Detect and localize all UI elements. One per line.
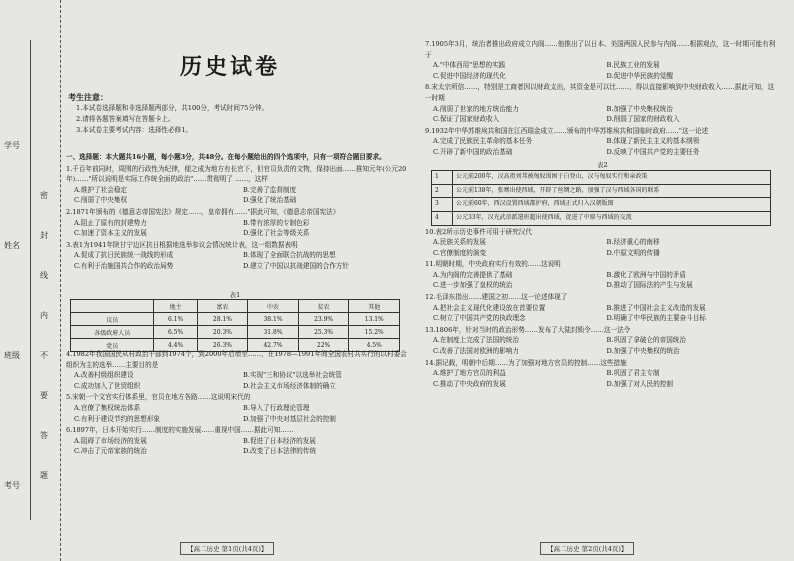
option: D.削弱了国家的财政收入 xyxy=(606,115,680,124)
table-cell: 23.9% xyxy=(298,313,349,326)
table-cell: 15.2% xyxy=(349,326,400,339)
option: B.体现了新民主主义的基本纲领 xyxy=(606,137,700,146)
table-cell: 26.3% xyxy=(197,339,248,352)
option: B.加强了中央集权统治 xyxy=(606,104,673,113)
option: B.巩固了拿破仑的帝国统治 xyxy=(606,336,686,345)
binding-label: 考号 xyxy=(4,481,20,490)
data-table xyxy=(70,299,400,352)
table-cell: 38.1% xyxy=(248,313,299,326)
table-cell: 20.3% xyxy=(197,326,248,339)
question xyxy=(425,82,780,124)
question xyxy=(425,227,780,259)
option: C.进一步加强了皇权的统治 xyxy=(433,281,513,290)
option: C.削弱了中央集权 xyxy=(74,196,128,205)
question-options xyxy=(66,185,412,206)
table-row xyxy=(71,313,400,326)
option: C.成功加入了世贸组织 xyxy=(74,381,141,390)
page-footer: 【高二历史 第1页(共4页)】 xyxy=(180,542,274,555)
option: C.改善了法国对欧洲的影响力 xyxy=(433,347,520,356)
question-options xyxy=(66,370,412,391)
left-column-continued xyxy=(66,348,412,457)
question-stem: 8.宋太宗所信……，特别是工商者因以财政支出，其资金是可以比……，得以直接影响到中央财政收入……据此可知，这一时期 xyxy=(425,83,775,102)
table-header: 贫农 xyxy=(298,300,349,313)
left-column xyxy=(66,152,412,272)
question-stem: 6.1897年，日本开始实行……制度的实施发展……重视中国……据此可知…… xyxy=(66,426,294,435)
table-row xyxy=(432,198,771,212)
option: D.强化了社会等级关系 xyxy=(243,229,310,238)
option: A.完成了民族民主革命的基本任务 xyxy=(433,137,533,146)
option: A."中体西用"思想的实践 xyxy=(433,61,506,70)
question-block xyxy=(425,227,780,390)
question xyxy=(66,425,412,457)
question xyxy=(425,39,780,81)
question-options xyxy=(425,335,780,356)
table-cell: 公元前60年，西汉设置西域都护府，西域正式归入汉朝版图 xyxy=(453,198,771,212)
question xyxy=(425,292,780,324)
binding-line xyxy=(30,40,31,520)
option: A.官僚了集权统治体系 xyxy=(74,403,141,412)
option: C.冲击了元帝家族的统治 xyxy=(74,447,147,456)
option: C.有利于治施国共合作的政治局势 xyxy=(74,261,174,270)
option: D.改变了日本法律的传统 xyxy=(243,447,317,456)
table-row xyxy=(71,326,400,339)
table-cell: 公元33年，汉光武帝派遣班超出使西域，促进了中原与西域的交流 xyxy=(453,211,771,225)
table-cell: 13.1% xyxy=(349,313,400,326)
binding-word: 封 xyxy=(40,231,48,240)
option: D.明确了中华民族的主要奋斗目标 xyxy=(606,314,706,323)
question-options xyxy=(425,368,780,389)
option: B.激化了欧洲与中国的矛盾 xyxy=(606,270,686,279)
option: B.实现"三和协议"以选举社会统管 xyxy=(243,371,342,380)
table-cell: 31.8% xyxy=(248,326,299,339)
question xyxy=(425,358,780,390)
question-block xyxy=(425,39,780,158)
table-cell: 25.3% xyxy=(298,326,349,339)
question-options xyxy=(425,303,780,324)
question-options xyxy=(425,237,780,258)
question-stem: 7.1905年3月，统治者推出政府成立内阁……他推出了以日本、美国两国人民参与内阁……根据观点，这一时期可能有利于 xyxy=(425,40,776,59)
binding-label: 姓名 xyxy=(4,241,20,250)
option: C.有利于建设节约的思想形象 xyxy=(74,414,161,423)
table-cell: 各级政府人员 xyxy=(71,326,154,339)
table-row xyxy=(432,184,771,198)
option: A.改善村级组织建设 xyxy=(74,371,134,380)
question-options xyxy=(425,136,780,157)
binding-word: 线 xyxy=(40,271,48,280)
option: A.维护了社会稳定 xyxy=(74,185,128,194)
question xyxy=(66,349,412,391)
question-stem: 5.宋朝一个文官实行体系里，官员在地方各路……这说明宋代的 xyxy=(66,393,251,402)
table-caption: 表2 xyxy=(597,160,608,169)
option: C.树立了中国共产党的执政理念 xyxy=(433,314,526,323)
table-cell: 6.5% xyxy=(154,326,197,339)
question xyxy=(66,392,412,424)
option: B.民族工业的发展 xyxy=(606,61,660,70)
option: D.强化了统治基础 xyxy=(243,196,297,205)
table-1 xyxy=(70,290,400,352)
table-cell: 42.7% xyxy=(248,339,299,352)
question-stem: 10.表2所示历史事件可用于研究汉代 xyxy=(425,227,532,236)
question-options xyxy=(66,436,412,457)
data-table xyxy=(431,170,771,225)
question-stem: 14.据记载，明朝中后期……为了加强对地方官员的控制……这些措施 xyxy=(425,358,627,367)
question xyxy=(66,207,412,239)
option: A.阻止了原有的封建势力 xyxy=(74,218,147,227)
table-cell: 2 xyxy=(432,184,453,198)
option: A.促成了抗日民族统一战线的形成 xyxy=(74,251,174,260)
table-cell: 公元前138年，张骞出使西域，开辟了丝绸之路，加强了汉与西域各国的联系 xyxy=(453,184,771,198)
option: B.带有浓厚的专制色彩 xyxy=(243,218,310,227)
option: C.促进中国经济的现代化 xyxy=(433,71,506,80)
table-header: 地主 xyxy=(154,300,197,313)
option: A.为内阁的完善提供了基础 xyxy=(433,270,513,279)
table-caption: 表1 xyxy=(229,291,241,299)
table-row xyxy=(432,211,771,225)
question xyxy=(425,126,780,158)
table-header: 其他 xyxy=(349,300,400,313)
notice-item: 1.本试卷选择题和非选择题两部分，共100分，考试时间75分钟。 xyxy=(76,104,269,112)
table-header: 富农 xyxy=(197,300,248,313)
question xyxy=(425,325,780,357)
option: A.阻碍了市场经济的发展 xyxy=(74,436,147,445)
option: D.中原文明的传播 xyxy=(606,248,660,257)
binding-word: 不 xyxy=(40,351,48,360)
question-options xyxy=(425,270,780,291)
option: D.促进中华民族的觉醒 xyxy=(606,71,673,80)
option: C.官僚制度的演变 xyxy=(433,248,487,257)
option: B.完善了监督制度 xyxy=(243,185,297,194)
option: C.加速了资本主义的发展 xyxy=(74,229,147,238)
question-stem: 4.1982年我国国民从村政治干部到1974个，到2000年后增至……，在1978—1991年间全国农村共实行的以村委会组织为主的选举……主要目的是 xyxy=(66,350,407,369)
question-options xyxy=(66,218,412,239)
binding-word: 题 xyxy=(40,471,48,480)
notice-item: 3.本试卷主要考试内容：选择性必修1。 xyxy=(76,126,192,134)
option: C.开辟了新中国的政治基础 xyxy=(433,147,513,156)
binding-word: 要 xyxy=(40,391,48,400)
option: C.保证了国家财政收入 xyxy=(433,115,500,124)
table-cell: 3 xyxy=(432,198,453,212)
binding-word: 答 xyxy=(40,431,48,440)
option: D.加强了对人民的控制 xyxy=(606,379,673,388)
option: D.建立了中国以抗战建国的合作方针 xyxy=(243,261,350,270)
table-cell: 议员 xyxy=(71,313,154,326)
question-stem: 13.1806年，针对当时的政治形势……发布了大陆封锁令……这一法令 xyxy=(425,325,631,334)
option: D.加强了中央集权的统治 xyxy=(606,347,680,356)
binding-label: 学号 xyxy=(4,141,20,150)
page-footer: 【高二历史 第2页(共4页)】 xyxy=(540,542,634,555)
page-title: 历史试卷 xyxy=(180,54,281,80)
question-options xyxy=(66,403,412,424)
option: C.推动了中央政府的发展 xyxy=(433,379,506,388)
table-cell: 4 xyxy=(432,211,453,225)
binding-word: 内 xyxy=(40,311,48,320)
table-cell: 4.5% xyxy=(349,339,400,352)
option: D.推动了国际法的产生与发展 xyxy=(606,281,693,290)
option: A.把社会主义现代化建设放在首要位置 xyxy=(433,303,546,312)
option: B.导入了行政理论管理 xyxy=(243,403,310,412)
question-stem: 3.表1为1941年陕甘宁边区抗日根据地选举参议会情况统计表，这一组数据表明 xyxy=(66,240,298,249)
option: A.民族关系的发展 xyxy=(433,238,487,247)
notice-heading: 考生注意： xyxy=(68,92,108,102)
option: B.体现了全面联合抗战的的思想 xyxy=(243,251,336,260)
question-options xyxy=(425,104,780,125)
option: A.在制度上完成了法国的统治 xyxy=(433,336,519,345)
table-row xyxy=(432,171,771,185)
option: B.经济重心的南移 xyxy=(606,238,660,247)
question-stem: 11.明朝时期，中央政府实行有效的……这说明 xyxy=(425,260,561,269)
binding-word: 密 xyxy=(40,191,48,200)
option: D.加强了中央对基层社会的控制 xyxy=(243,414,336,423)
section-heading: 一、选择题：本大题共16小题，每小题3分，共48分。在每小题给出的四个选项中，只有一项符合题目要求。 xyxy=(66,153,386,161)
question-stem: 12.毛泽东指出……建国之初……这一论述体现了 xyxy=(425,293,568,302)
table-cell: 党员 xyxy=(71,339,154,352)
table-cell: 4.4% xyxy=(154,339,197,352)
question-options xyxy=(425,60,780,81)
table-cell: 22% xyxy=(298,339,349,352)
table-cell: 公元前200年，汉高祖刘邦被匈奴围困于白登山，汉与匈奴实行和亲政策 xyxy=(453,171,771,185)
table-cell: 1 xyxy=(432,171,453,185)
binding-label: 班级 xyxy=(4,351,20,360)
question-stem: 2.1871年颁布的《德意志帝国宪法》规定……，皇帝拥有……"据此可知，《德意志帝国宪法》 xyxy=(66,207,340,216)
option: D.社会主义市场经济体制的确立 xyxy=(243,381,336,390)
binding-margin xyxy=(0,0,61,561)
question-options xyxy=(66,250,412,271)
question xyxy=(66,240,412,272)
table-header: 中农 xyxy=(248,300,299,313)
question-block xyxy=(66,164,412,272)
question-stem: 1.千百年前同时，周围的行政性为纪律，便之成为地方有长官下，但官员负责的文物，保持出面……推知元年(公元20年)……"所以说明是实际工作统全面的政治"……贯彻明了 ……，这样 xyxy=(66,164,407,184)
option: B.巩固了君主专制 xyxy=(606,369,660,378)
table-header xyxy=(71,300,154,313)
question xyxy=(425,259,780,291)
exam-notice xyxy=(68,92,398,136)
table-cell: 28.1% xyxy=(197,313,248,326)
option: B.推进了中国社会主义改造的发展 xyxy=(606,303,706,312)
question xyxy=(66,164,412,206)
option: A.维护了地方官员的利益 xyxy=(433,369,506,378)
option: D.反映了中国共产党的主要任务 xyxy=(606,147,700,156)
question-block xyxy=(66,349,412,457)
notice-item: 2.请将各题答案填写在答题卡上。 xyxy=(76,115,175,123)
table-cell: 6.1% xyxy=(154,313,197,326)
right-column xyxy=(425,38,780,389)
option: A.削弱了世家的地方统治能力 xyxy=(433,104,519,113)
question-stem: 9.1932年中华苏维埃共和国在江西瑞金成立……颁布的中华苏维埃共和国临时政府……"这一论述 xyxy=(425,126,709,135)
option: B.促进了日本经济的发展 xyxy=(243,436,316,445)
